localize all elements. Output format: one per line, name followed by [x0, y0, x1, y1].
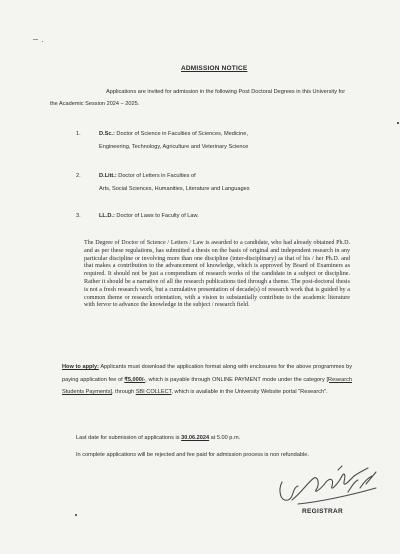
how-to-apply-text: Applicants must download the application format along with enclosures for the above programmes by paying application fee of — [62, 364, 352, 383]
payment-category: [Research Students Payments] — [62, 376, 352, 396]
how-to-apply-heading: How to apply: — [62, 364, 99, 370]
application-fee: ₹5,000/- — [124, 376, 146, 383]
scan-speck — [397, 122, 399, 124]
degree-line2: Arts, Social Sciences, Humanities, Literature and Languages — [99, 186, 250, 192]
degree-line1: Doctor of Laws to Faculty of Law. — [114, 213, 199, 219]
last-date-line — [76, 435, 240, 441]
registrar-label: REGISTRAR — [302, 508, 343, 515]
registrar-signature — [268, 462, 388, 512]
degree-description: The Degree of Doctor of Science / Letters / Law is awarded to a candidate, who had already obtained Ph.D. and as per these regulations, has submitted a thesis on the basis of original and independent research in any particular discipline or involving more than one discipline (inter-disciplinary) as that of his / her Ph.D. and that makes a contribution to the advancement of knowledge, which is approved by Board of Examiners as required. It should not be just a compendium of research works of the candidate in a subject or discipline. Rather it should be a narrative of all the research publications tied through a theme. The post-doctoral thesis is not a fresh research work, but a cumulative presentation of decade(s) of research work that is guided by a common theme or research orientation, with a vision to substantially contribute to the academic literature with fervor to advance the knowledge in the subject / research field. — [84, 240, 350, 309]
degree-abbr: D.Litt.: — [99, 173, 117, 179]
how-to-apply-text: , which is available in the University Website portal "Research". — [171, 389, 328, 396]
degree-line1: Doctor of Letters in Faculties of — [116, 173, 196, 179]
notice-title: ADMISSION NOTICE — [181, 65, 248, 72]
how-to-apply-paragraph — [62, 361, 352, 399]
incomplete-application-note: In complete applications will be rejected and fee paid for admission process is non refundable. — [76, 452, 309, 458]
degree-abbr: LL.D.: — [99, 213, 115, 219]
how-to-apply-text: , through — [112, 389, 136, 396]
degree-number: 2. — [76, 173, 81, 179]
how-to-apply-text: , which is payable through ONLINE PAYMENT mode under the category — [145, 376, 327, 383]
last-date-suffix: at 5.00 p.m. — [209, 435, 241, 441]
degree-number: 1. — [76, 131, 81, 137]
scan-speck — [33, 39, 38, 40]
notice-intro: Applications are invited for admission in the following Post Doctoral Degrees in this University for the Academic Session 2024 – 2025. — [50, 89, 346, 107]
degree-abbr: D.Sc.: — [99, 131, 115, 137]
sbi-collect: SBI COLLECT — [135, 389, 172, 396]
degree-line2: Engineering, Technology, Agriculture and Veterinary Science — [99, 144, 249, 150]
degree-line1: Doctor of Science in Faculties of Sciences, Medicine, — [114, 131, 248, 137]
last-date-prefix: Last date for submission of applications is — [76, 435, 182, 441]
last-date-value: 30.06.2024 — [181, 435, 210, 441]
scan-speck — [42, 41, 43, 42]
scan-speck — [75, 514, 77, 516]
degree-number: 3. — [76, 213, 81, 219]
